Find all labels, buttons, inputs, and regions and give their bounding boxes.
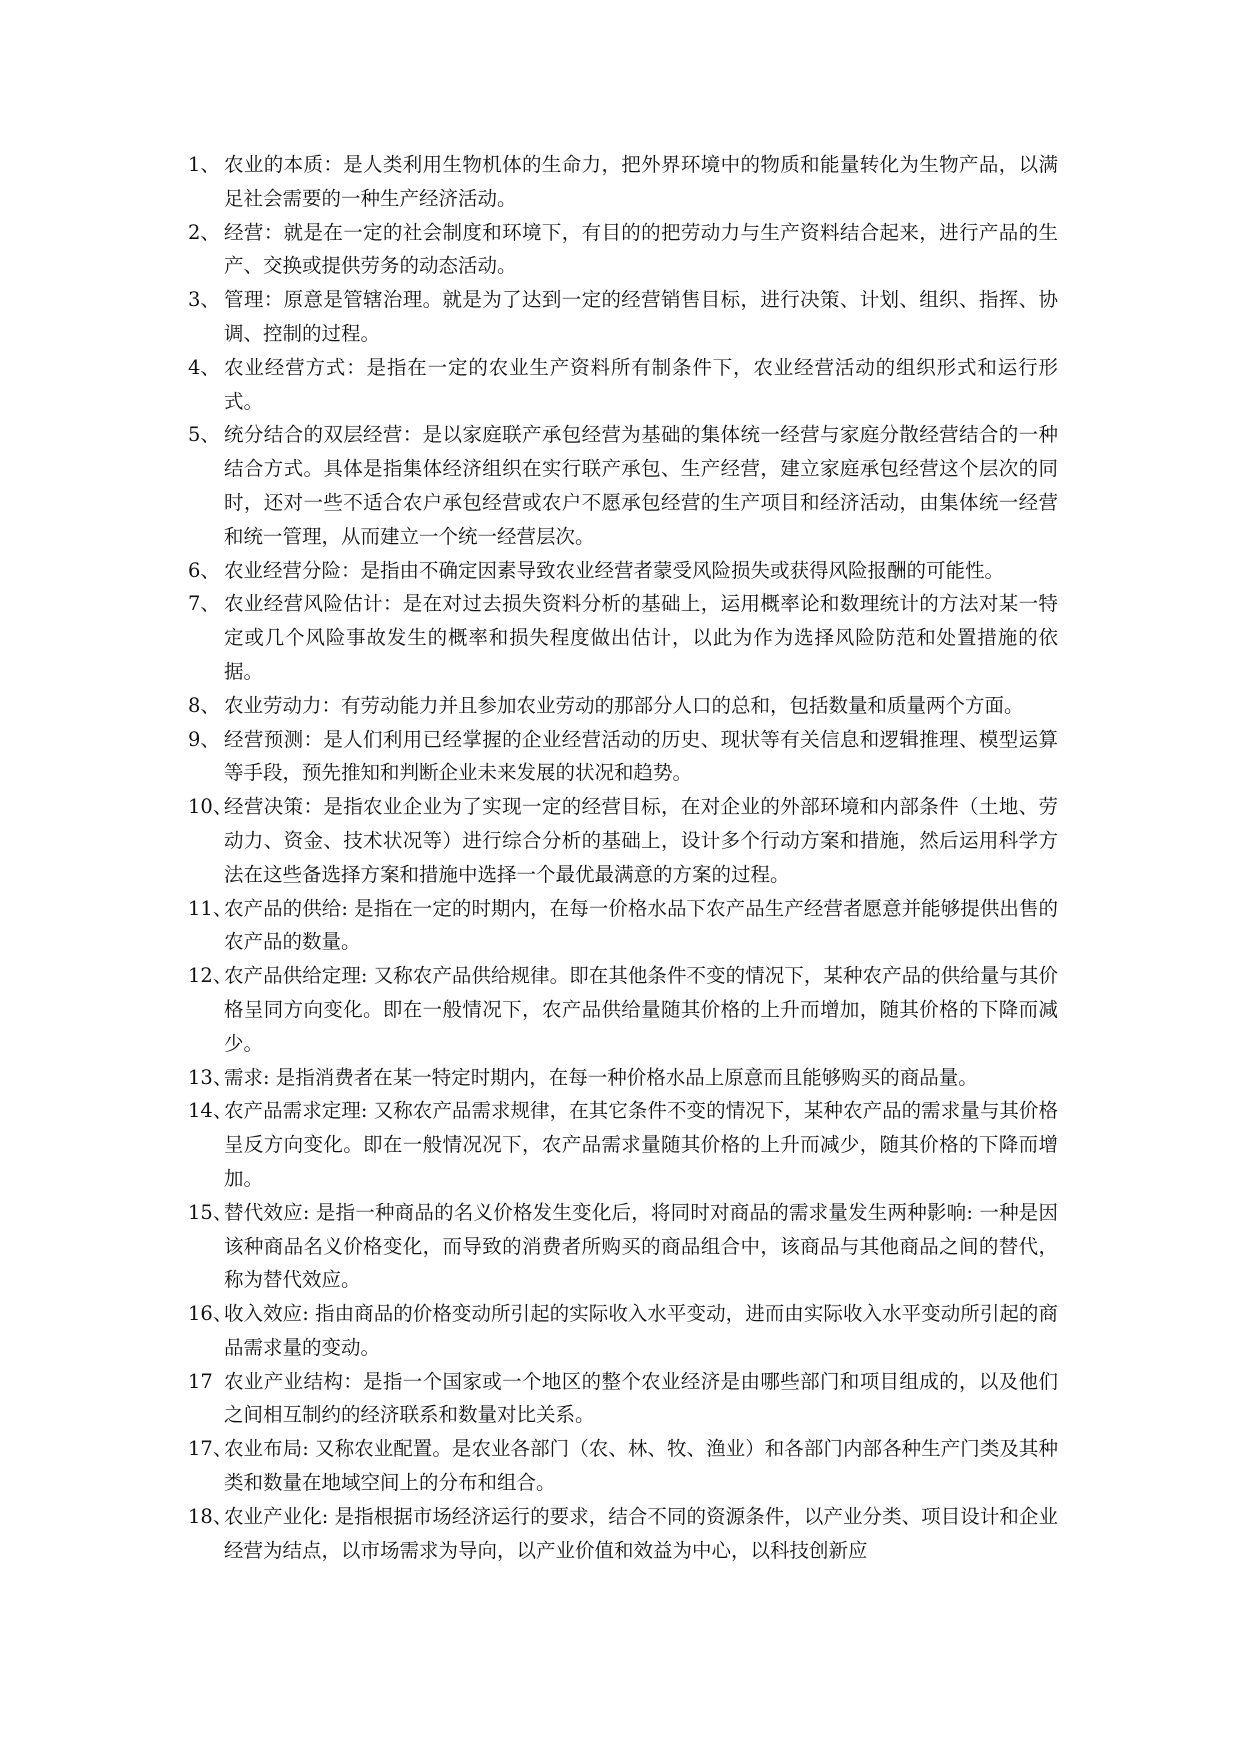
list-item: [188, 148, 1058, 216]
item-text: 农产品需求定理: 又称农产品需求规律，在其它条件不变的情况下，某种农产品的需求量与其价格呈反方向变化。即在一般情况况下，农产品需求量随其价格的上升而减少，随其价格的下降而增加。: [224, 1099, 1058, 1190]
item-text: 农业劳动力：有劳动能力并且参加农业劳动的那部分人口的总和，包括数量和质量两个方面。: [224, 693, 1024, 717]
list-item: [188, 554, 1058, 588]
list-item: [188, 1061, 1058, 1095]
list-item: [188, 1365, 1058, 1433]
list-item: [188, 1297, 1058, 1365]
item-text: 需求: 是指消费者在某一特定时期内，在每一种价格水品上原意而且能够购买的商品量。: [224, 1065, 978, 1089]
list-item: [188, 892, 1058, 960]
item-number: 3、: [188, 288, 220, 312]
item-number: 6、: [188, 558, 220, 582]
list-item: [188, 1500, 1058, 1568]
list-item: [188, 587, 1058, 688]
item-text: 经营决策：是指农业企业为了实现一定的经营目标，在对企业的外部环境和内部条件（土地、劳动力、资金、技术状况等）进行综合分析的基础上，设计多个行动方案和措施，然后运用科学方法在这些备选择方案和措施中选择一个最优最满意的方案的过程。: [224, 795, 1058, 886]
item-number: 1、: [188, 153, 220, 176]
item-text: 农业经营风险估计：是在对过去损失资料分析的基础上，运用概率论和数理统计的方法对某一特定或几个风险事故发生的概率和损失程度做出估计，以此为作为选择风险防范和处置措施的依据。: [224, 592, 1058, 683]
definition-list: [188, 148, 1058, 1567]
list-item: [188, 283, 1058, 351]
list-item: [188, 418, 1058, 553]
item-number: 15、: [188, 1200, 233, 1224]
item-text: 农产品供给定理: 又称农产品供给规律。即在其他条件不变的情况下，某种农产品的供给量与其价格呈同方向变化。即在一般情况下，农产品供给量随其价格的上升而增加，随其价格的下降而减少。: [224, 964, 1058, 1055]
item-number: 8、: [188, 693, 220, 717]
item-text: 农业布局: 又称农业配置。是农业各部门（农、林、牧、渔业）和各部门内部各种生产门类及其种类和数量在地域空间上的分布和组合。: [224, 1437, 1058, 1495]
item-number: 9、: [188, 727, 220, 751]
list-item: [188, 1094, 1058, 1195]
item-text: 农业经营方式：是指在一定的农业生产资料所有制条件下，农业经营活动的组织形式和运行形式。: [224, 355, 1058, 413]
item-text: 经营：就是在一定的社会制度和环境下，有目的的把劳动力与生产资料结合起来，进行产品的生产、交换或提供劳务的动态活动。: [224, 220, 1058, 278]
item-text: 农业产业结构：是指一个国家或一个地区的整个农业经济是由哪些部门和项目组成的，以及他们之间相互制约的经济联系和数量对比关系。: [224, 1369, 1058, 1427]
item-number: 5、: [188, 423, 220, 447]
item-number: 4、: [188, 355, 220, 379]
item-text: 经营预测：是人们利用已经掌握的企业经营活动的历史、现状等有关信息和逻辑推理、模型运算等手段，预先推知和判断企业未来发展的状况和趋势。: [224, 727, 1058, 785]
item-text: 农产品的供给: 是指在一定的时期内，在每一价格水品下农产品生产经营者愿意并能够提供出售的农产品的数量。: [224, 896, 1058, 954]
list-item: [188, 351, 1058, 419]
list-item: [188, 1196, 1058, 1297]
item-number: 10、: [188, 795, 233, 819]
item-text: 收入效应: 指由商品的价格变动所引起的实际收入水平变动，进而由实际收入水平变动所引起的商品需求量的变动。: [224, 1302, 1058, 1359]
list-item: [188, 959, 1058, 1060]
item-text: 管理：原意是管辖治理。就是为了达到一定的经营销售目标，进行决策、计划、组织、指挥、协调、控制的过程。: [224, 288, 1058, 345]
item-number: 7、: [188, 592, 220, 616]
item-text: 统分结合的双层经营：是以家庭联产承包经营为基础的集体统一经营与家庭分散经营结合的一种结合方式。具体是指集体经济组织在实行联产承包、生产经营，建立家庭承包经营这个层次的同时，还对一些不适合农户承包经营或农户不愿承包经营的生产项目和经济活动，由集体统一经营和统一管理，从而建立一个统一经营层次。: [224, 423, 1058, 548]
item-text: 农业产业化: 是指根据市场经济运行的要求，结合不同的资源条件，以产业分类、项目设计和企业经营为结点，以市场需求为导向，以产业价值和效益为中心，以科技创新应: [224, 1504, 1058, 1562]
item-number: 14、: [188, 1099, 233, 1123]
item-text: 农业的本质：是人类利用生物机体的生命力，把外界环境中的物质和能量转化为生物产品，以满足社会需要的一种生产经济活动。: [224, 153, 1058, 210]
item-number: 12、: [188, 964, 233, 988]
item-text: 替代效应: 是指一种商品的名义价格发生变化后，将同时对商品的需求量发生两种影响: 一种是因该种商品名义价格变化，而导致的消费者所购买的商品组合中，该商品与其他商品之间的替代，称为替代效应。: [224, 1200, 1058, 1292]
list-item: [188, 689, 1058, 723]
item-number: 17: [188, 1369, 213, 1393]
list-item: [188, 790, 1058, 891]
item-number: 18、: [188, 1504, 233, 1528]
item-number: 17、: [188, 1437, 233, 1461]
item-text: 农业经营分险：是指由不确定因素导致农业经营者蒙受风险损失或获得风险报酬的可能性。: [224, 558, 1005, 582]
list-item: [188, 723, 1058, 791]
item-number: 13、: [188, 1065, 233, 1089]
list-item: [188, 1432, 1058, 1500]
item-number: 11、: [188, 896, 233, 920]
item-number: 16、: [188, 1302, 233, 1326]
item-number: 2、: [188, 220, 220, 244]
list-item: [188, 216, 1058, 284]
